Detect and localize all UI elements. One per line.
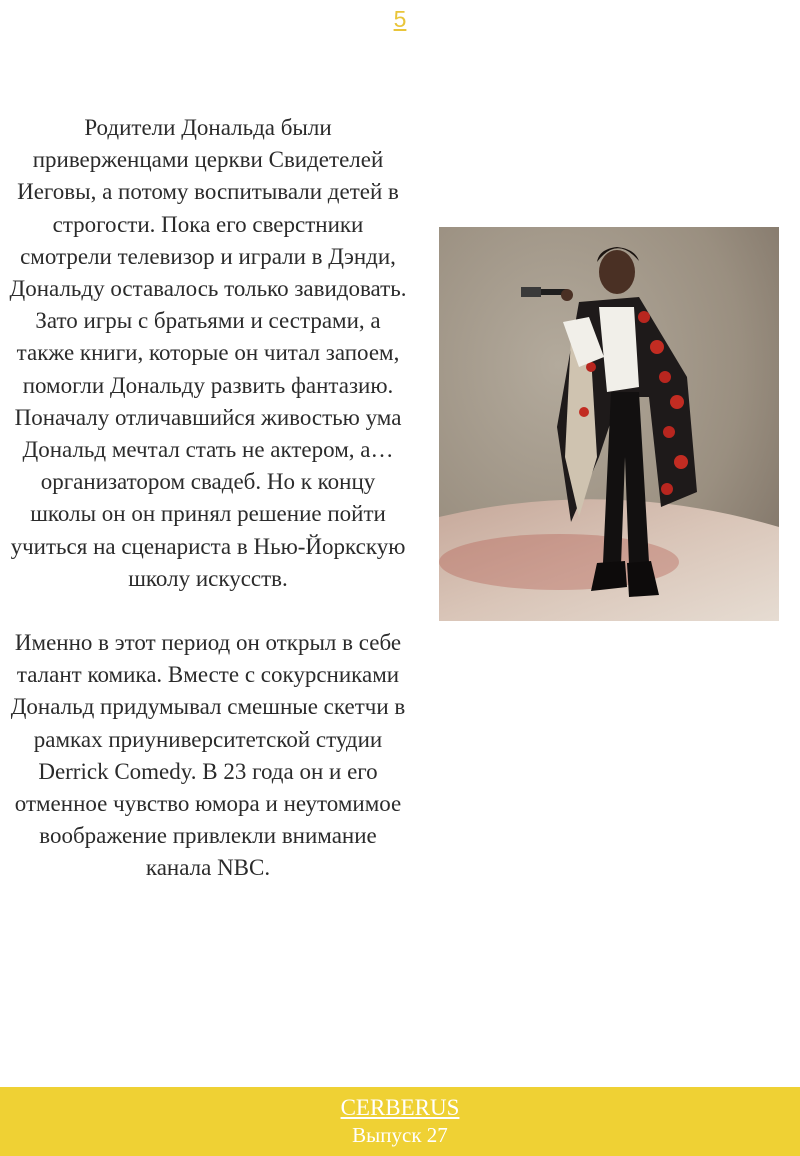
- article-paragraph-1: Родители Дональда были приверженцами церкви Свидетелей Иеговы, а потому воспитывали детей в строгости. Пока его сверстники смотрели телевизор и играли в Дэнди, Дональду оставалось только завидовать. Зато игры с братьями и сестрами, а также книги, которые он читал запоем, помогли Дональду развить фантазию. Поначалу отличавшийся живостью ума Дональд мечтал стать не актером, а… организатором свадеб. Но к концу школы он он принял решение пойти учиться на сценариста в Нью-Йоркскую школу искусств.: [9, 115, 407, 591]
- footer-brand-link[interactable]: CERBERUS: [340, 1095, 460, 1120]
- footer-issue-label: Выпуск 27: [352, 1123, 448, 1147]
- article-text: [8, 112, 408, 885]
- page-number-link[interactable]: 5: [393, 6, 407, 32]
- portrait-photo: [439, 227, 779, 621]
- article-paragraph-2: Именно в этот период он открыл в себе талант комика. Вместе с сокурсниками Дональд придумывал смешные скетчи в рамках приуниверситетской студии Derrick Comedy. В 23 года он и его отменное чувство юмора и неутомимое воображение привлекли внимание канала NBC.: [10, 630, 406, 881]
- footer-bar: [0, 1087, 800, 1156]
